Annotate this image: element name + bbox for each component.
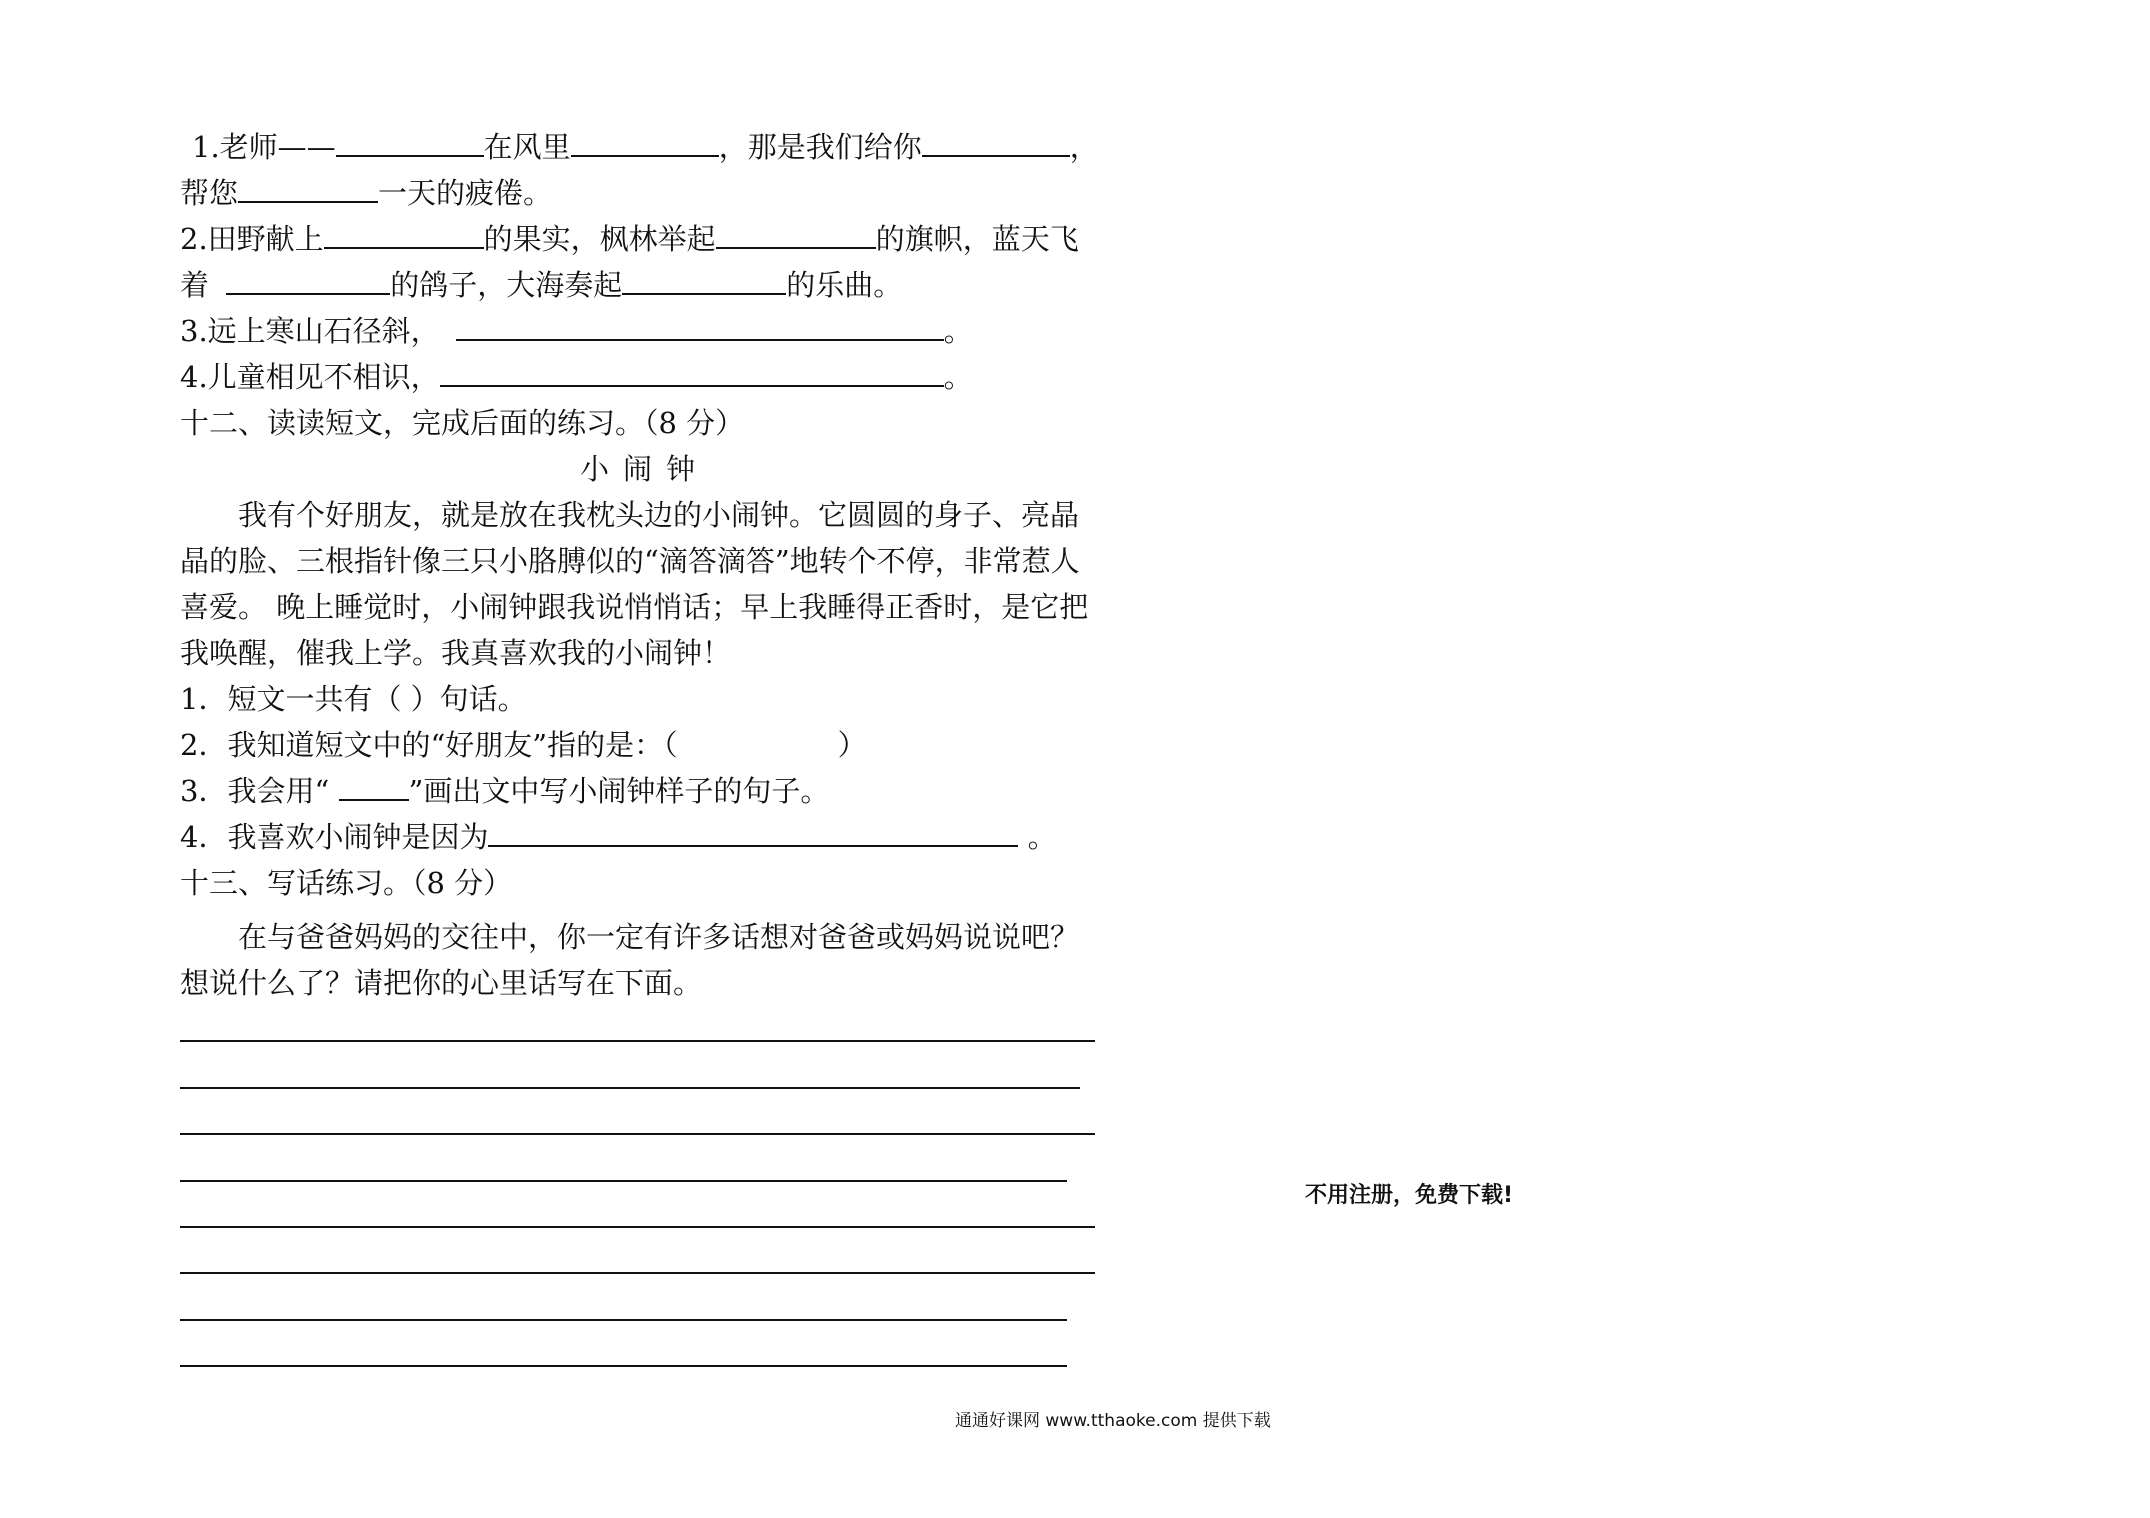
q3-text-b: 。 [943,314,973,348]
blank[interactable] [456,313,944,341]
q3-text-a: 3.远上寒山石径斜， [180,314,440,348]
writing-line[interactable] [180,1133,1095,1135]
passage-q3 [180,771,829,811]
poem-q4 [180,357,973,397]
poem-q1-line2 [180,173,552,213]
section13-heading: 十三、写话练习。（8 分） [180,866,513,900]
poem-q3 [180,311,973,351]
q2-text-b: 的果实，枫林举起 [483,222,716,256]
q1-text-b: 在风里 [483,130,571,164]
blank[interactable] [336,129,484,157]
q2-text-f: 的乐曲。 [786,268,903,302]
blank[interactable] [922,129,1070,157]
q4-text-a: 4.儿童相见不相识， [180,360,440,394]
writing-line[interactable] [180,1180,1067,1182]
passage-line-4: 我唤醒，催我上学。我真喜欢我的小闹钟！ [180,636,732,670]
poem-q2-line2 [180,265,902,305]
blank[interactable] [226,267,390,295]
passage-q2-text: 2．我知道短文中的“好朋友”指的是：（ [180,728,678,762]
underline-sample [339,773,409,801]
q1-text-c: ，那是我们给你 [718,130,922,164]
passage-title: 小闹钟 [580,452,710,486]
q1-text-d: ， [1069,130,1099,164]
passage-q2-close: ） [837,728,867,762]
q4-text-b: 。 [943,360,973,394]
blank[interactable] [324,221,484,249]
q2-text-d: 着 [180,268,219,302]
blank[interactable] [238,175,378,203]
passage-line-3: 喜爱。 晚上睡觉时，小闹钟跟我说悄悄话；早上我睡得正香时，是它把 [180,590,1089,624]
blank[interactable] [440,359,944,387]
writing-prompt-1: 在与爸爸妈妈的交往中，你一定有许多话想对爸爸或妈妈说说吧？ [238,920,1080,954]
writing-line[interactable] [180,1087,1080,1089]
writing-line[interactable] [180,1272,1095,1274]
section12-heading: 十二、读读短文，完成后面的练习。（8 分） [180,406,745,440]
passage-q4-end: 。 [1018,820,1057,854]
poem-q1-line1 [192,127,1099,167]
passage-q1: 1．短文一共有（ ）句话。 [180,682,527,716]
q1-text-e: 帮您 [180,176,239,210]
q2-text-e: 的鸽子，大海奏起 [390,268,623,302]
passage-line-1: 我有个好朋友，就是放在我枕头边的小闹钟。它圆圆的身子、亮晶 [238,498,1080,532]
passage-line-2: 晶的脸、三根指针像三只小胳膊似的“滴答滴答”地转个不停，非常惹人 [180,544,1080,578]
q1-text-f: 一天的疲倦。 [378,176,553,210]
promo-text: 不用注册，免费下载! [1305,1183,1514,1208]
writing-line[interactable] [180,1040,1095,1042]
q2-text-c: 的旗帜，蓝天飞 [875,222,1079,256]
passage-q2 [180,725,867,765]
q2-text-a: 2.田野献上 [180,222,324,256]
writing-line[interactable] [180,1226,1095,1228]
blank[interactable] [716,221,876,249]
passage-q3-text-a: 3．我会用“ [180,774,339,808]
blank[interactable] [488,819,1018,847]
writing-prompt-2: 想说什么了？请把你的心里话写在下面。 [180,966,703,1000]
passage-q4 [180,817,1057,857]
q1-text-a: 1.老师—— [192,130,336,164]
writing-line[interactable] [180,1319,1067,1321]
blank[interactable] [571,129,719,157]
footer-credit: 通通好课网 www.tthaoke.com 提供下载 [955,1411,1271,1431]
blank[interactable] [622,267,786,295]
passage-q4-text: 4．我喜欢小闹钟是因为 [180,820,489,854]
passage-q3-text-b: ”画出文中写小闹钟样子的句子。 [408,774,830,808]
poem-q2-line1 [180,219,1079,259]
writing-line[interactable] [180,1365,1067,1367]
